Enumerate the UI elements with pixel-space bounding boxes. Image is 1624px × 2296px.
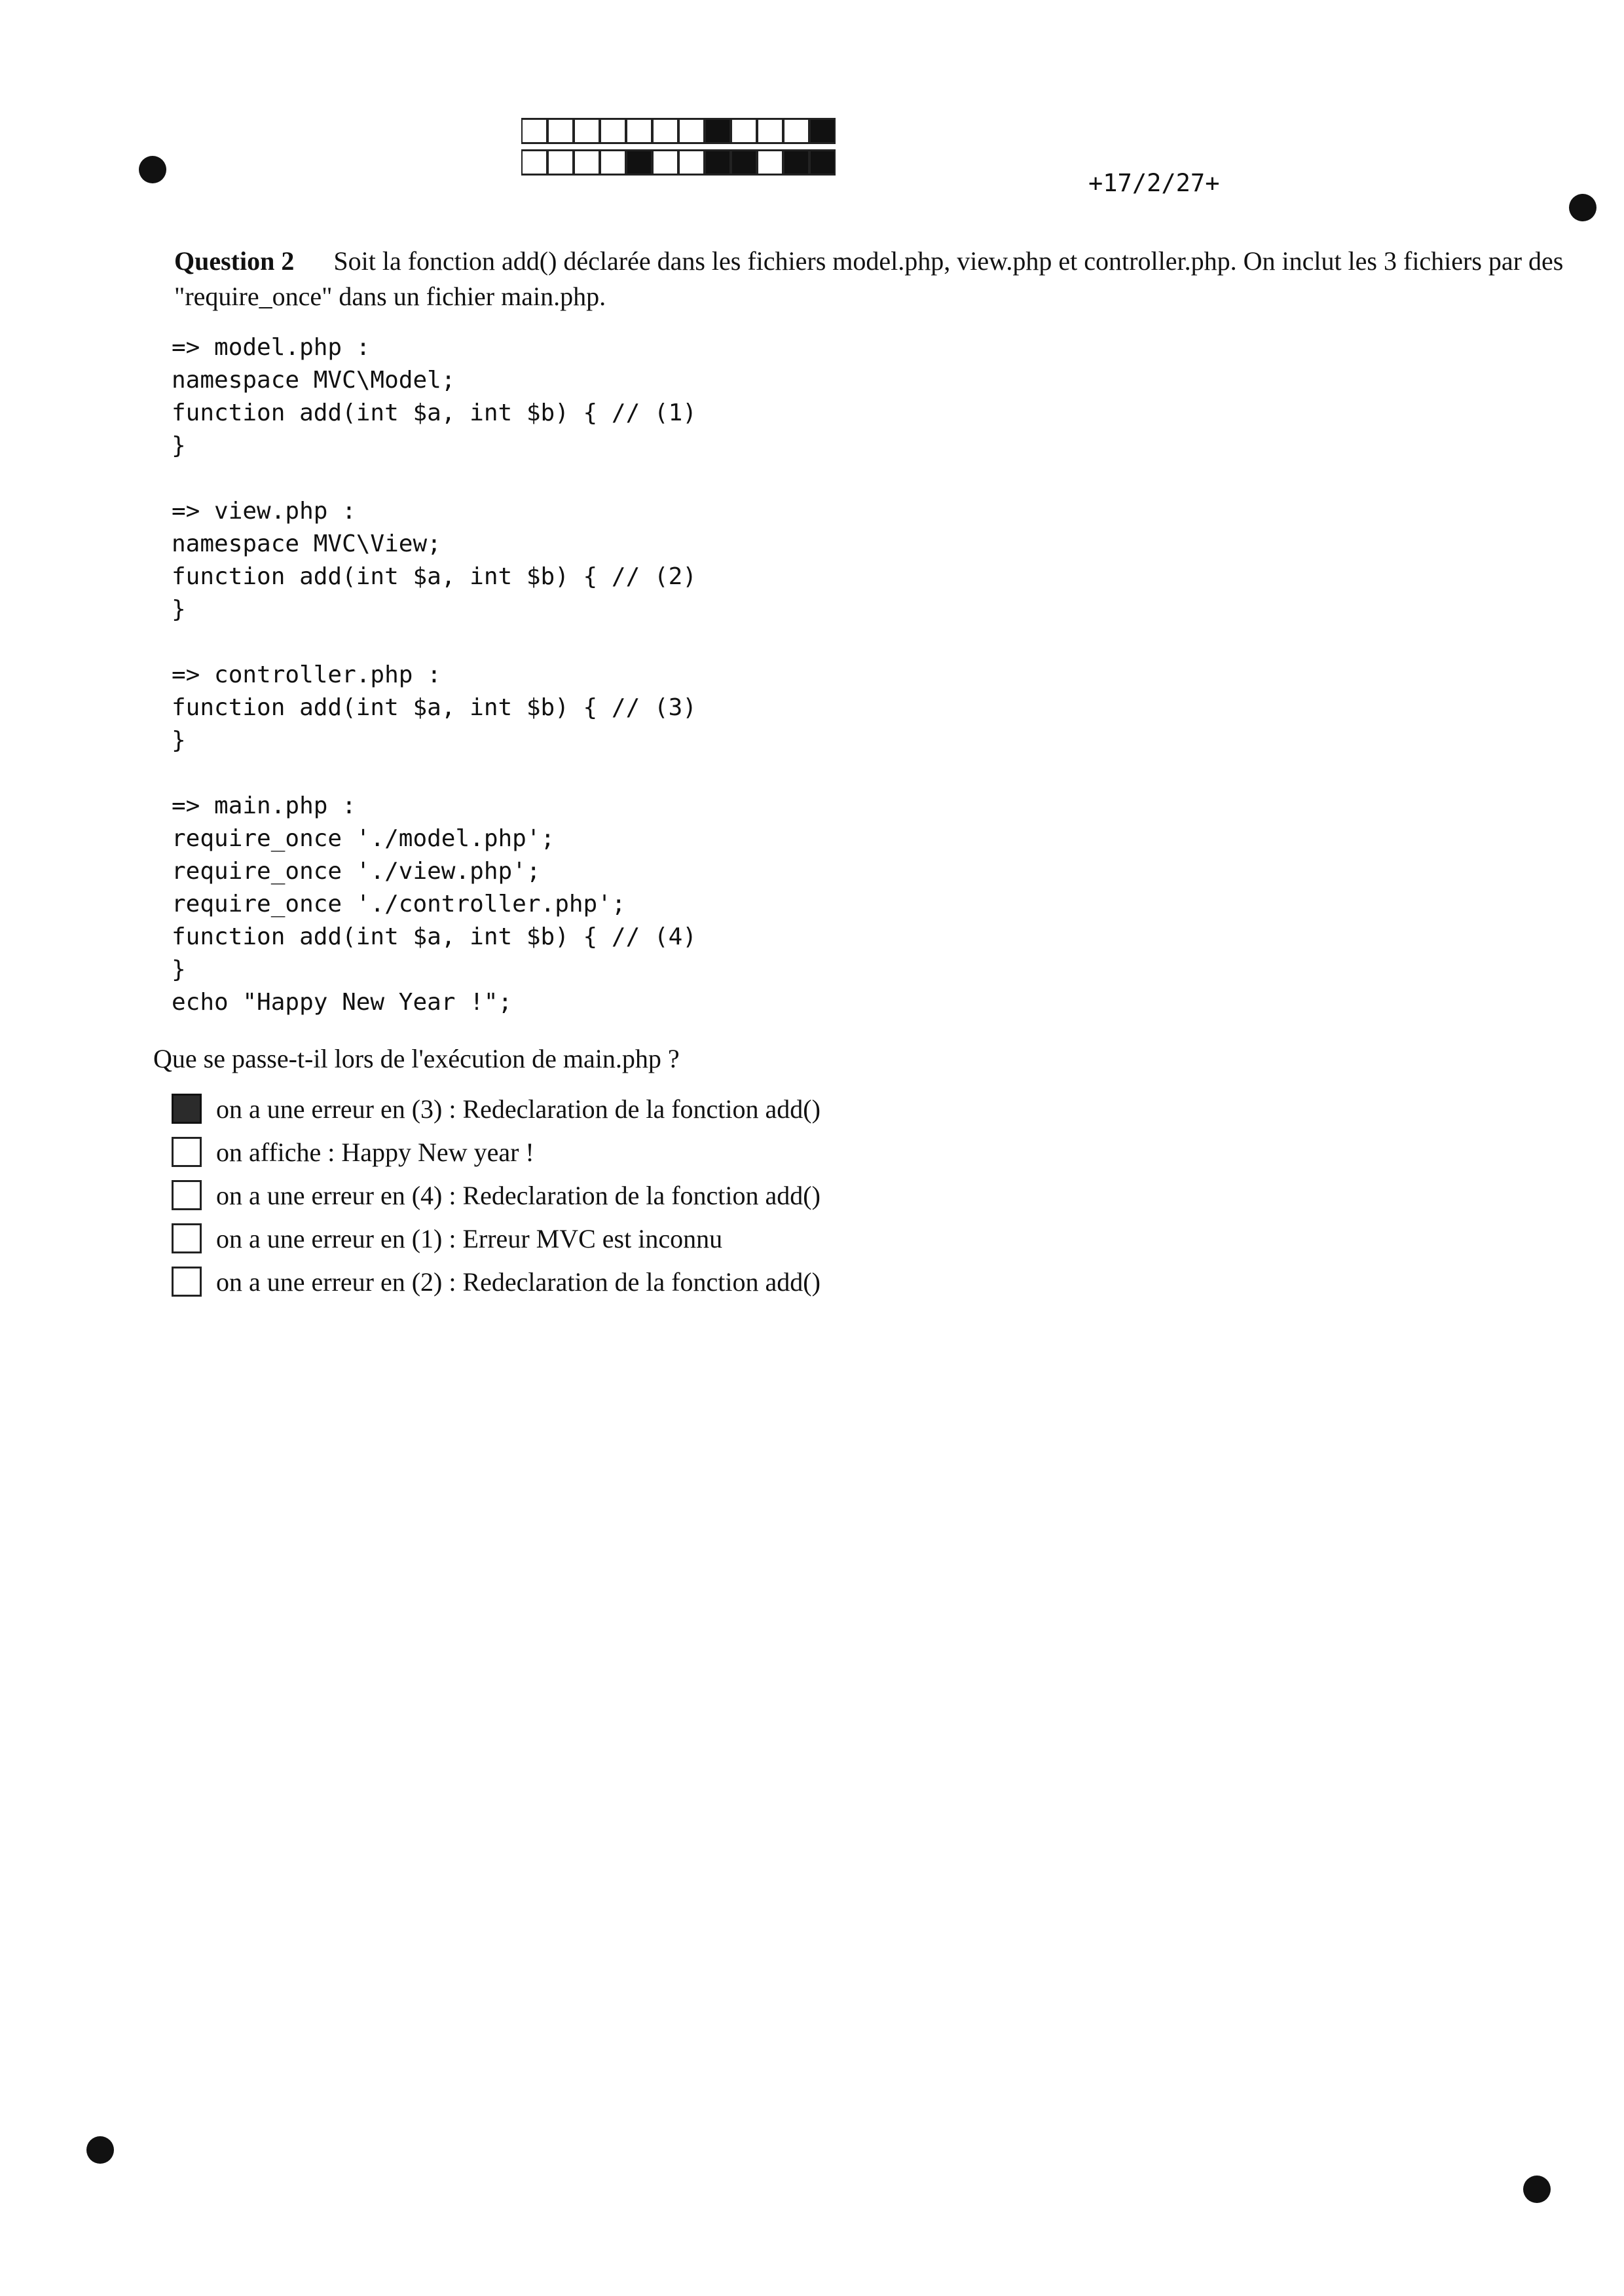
answer-label: on a une erreur en (3) : Redeclaration de la fonction add() bbox=[216, 1094, 821, 1124]
answer-label: on a une erreur en (2) : Redeclaration de la fonction add() bbox=[216, 1267, 821, 1297]
code-line: require_once './model.php'; bbox=[172, 825, 555, 852]
answer-label: on a une erreur en (1) : Erreur MVC est inconnu bbox=[216, 1223, 723, 1253]
code-line: } bbox=[172, 727, 186, 754]
answer-checkbox[interactable] bbox=[172, 1137, 202, 1167]
question-text: Soit la fonction add() déclarée dans les fichiers model.php, view.php et controller.php. On inclut les 3 fichiers par des "require_once" dans un fichier main.php. bbox=[174, 246, 1564, 311]
code-line: namespace MVC\Model; bbox=[172, 367, 456, 394]
barcode-cell bbox=[678, 118, 705, 144]
registration-mark-bottom-right bbox=[1523, 2176, 1551, 2203]
code-line: echo "Happy New Year !"; bbox=[172, 989, 513, 1016]
code-line: require_once './controller.php'; bbox=[172, 891, 626, 917]
code-line: } bbox=[172, 432, 186, 459]
question bbox=[174, 244, 1576, 314]
answer-list bbox=[172, 1087, 821, 1303]
code-line: function add(int $a, int $b) { // (4) bbox=[172, 923, 697, 950]
answer-label: on a une erreur en (4) : Redeclaration de la fonction add() bbox=[216, 1180, 821, 1210]
barcode-cell bbox=[705, 118, 731, 144]
code-line: => controller.php : bbox=[172, 661, 441, 688]
code-line: function add(int $a, int $b) { // (2) bbox=[172, 563, 697, 590]
code-line: => model.php : bbox=[172, 334, 371, 361]
barcode-cell bbox=[783, 118, 809, 144]
barcode-cell bbox=[574, 118, 600, 144]
code-line: } bbox=[172, 956, 186, 983]
barcode-cell bbox=[757, 118, 783, 144]
answer-option[interactable] bbox=[172, 1217, 821, 1260]
barcode-cell bbox=[809, 118, 836, 144]
code-block-controller bbox=[172, 659, 697, 757]
barcode-cell bbox=[678, 149, 705, 176]
question-label: Question 2 bbox=[174, 246, 295, 276]
barcode-cell bbox=[705, 149, 731, 176]
registration-mark-top-right bbox=[1569, 194, 1596, 221]
barcode-cell bbox=[547, 118, 574, 144]
barcode-cell bbox=[731, 149, 757, 176]
registration-mark-bottom-left bbox=[86, 2136, 114, 2164]
code-block-view bbox=[172, 495, 697, 626]
barcode-cell bbox=[783, 149, 809, 176]
code-line: => main.php : bbox=[172, 792, 356, 819]
answer-option[interactable] bbox=[172, 1130, 821, 1174]
barcode-cell bbox=[521, 118, 547, 144]
answer-checkbox[interactable] bbox=[172, 1094, 202, 1124]
barcode-row bbox=[521, 118, 836, 144]
answer-checkbox[interactable] bbox=[172, 1180, 202, 1210]
answer-option[interactable] bbox=[172, 1087, 821, 1130]
answer-checkbox[interactable] bbox=[172, 1267, 202, 1297]
barcode-cell bbox=[757, 149, 783, 176]
code-line: } bbox=[172, 596, 186, 623]
barcode-cell bbox=[574, 149, 600, 176]
registration-mark-top-left bbox=[139, 156, 166, 183]
barcode-cell bbox=[731, 118, 757, 144]
answer-label: on affiche : Happy New year ! bbox=[216, 1137, 534, 1167]
barcode-cell bbox=[600, 118, 626, 144]
barcode-cell bbox=[600, 149, 626, 176]
barcode-cell bbox=[809, 149, 836, 176]
code-line: namespace MVC\View; bbox=[172, 530, 441, 557]
code-line: function add(int $a, int $b) { // (3) bbox=[172, 694, 697, 721]
barcode-cell bbox=[521, 149, 547, 176]
code-block-model bbox=[172, 331, 697, 462]
code-line: function add(int $a, int $b) { // (1) bbox=[172, 399, 697, 426]
barcode-cell bbox=[652, 118, 678, 144]
barcode-cell bbox=[626, 118, 652, 144]
barcode-row bbox=[521, 149, 836, 176]
answer-option[interactable] bbox=[172, 1260, 821, 1303]
code-block-main bbox=[172, 790, 697, 1019]
question-prompt: Que se passe-t-il lors de l'exécution de main.php ? bbox=[153, 1044, 680, 1073]
code-line: require_once './view.php'; bbox=[172, 858, 541, 885]
barcode-cell bbox=[626, 149, 652, 176]
answer-checkbox[interactable] bbox=[172, 1223, 202, 1253]
code-line: => view.php : bbox=[172, 498, 356, 525]
page-id: +17/2/27+ bbox=[1088, 169, 1220, 197]
barcode-cell bbox=[652, 149, 678, 176]
barcode-cell bbox=[547, 149, 574, 176]
answer-option[interactable] bbox=[172, 1174, 821, 1217]
page-barcode bbox=[521, 118, 836, 181]
